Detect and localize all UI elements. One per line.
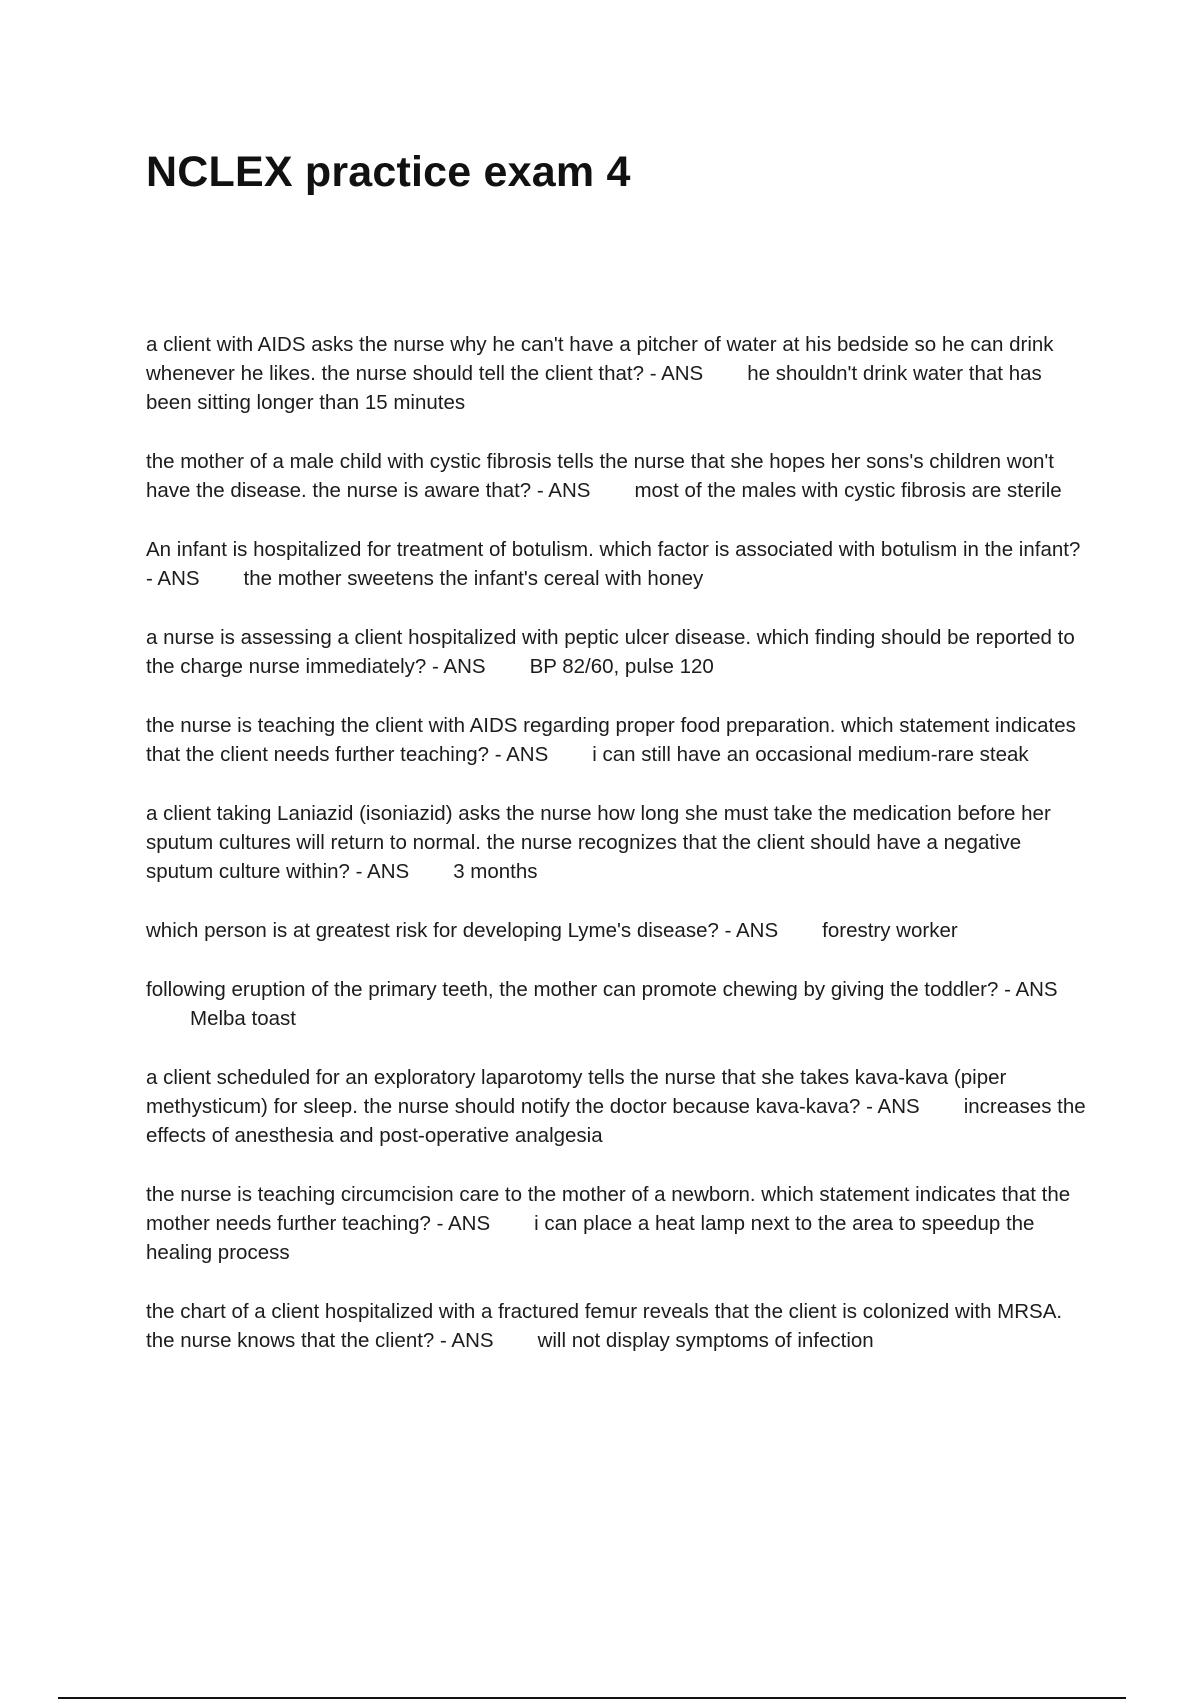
question-text: a nurse is assessing a client hospitalized with peptic ulcer disease. which finding should be reported to the charge nurse immediately? - ANS — [146, 626, 1075, 678]
qa-item — [146, 711, 1091, 769]
answer-text: i can place a heat lamp next to the area to speedup the healing process — [146, 1212, 1035, 1264]
answer-text: increases the effects of anesthesia and post-operative analgesia — [146, 1095, 1086, 1147]
qa-item — [146, 799, 1091, 886]
question-text: the chart of a client hospitalized with a fractured femur reveals that the client is colonized with MRSA. the nurse knows that the client? - ANS — [146, 1300, 1063, 1352]
qa-item — [146, 916, 1091, 945]
qa-item — [146, 1180, 1091, 1267]
answer-text: will not display symptoms of infection — [537, 1329, 874, 1352]
question-text: a client with AIDS asks the nurse why he can't have a pitcher of water at his bedside so he can drink whenever he likes. the nurse should tell the client that? - ANS — [146, 333, 1054, 385]
qa-item — [146, 1297, 1091, 1355]
footer-divider — [58, 1697, 1126, 1699]
question-text: the nurse is teaching the client with AIDS regarding proper food preparation. which statement indicates that the client needs further teaching? - ANS — [146, 714, 1076, 766]
answer-text: most of the males with cystic fibrosis are sterile — [634, 479, 1062, 502]
qa-list — [146, 330, 1091, 1385]
question-text: a client scheduled for an exploratory laparotomy tells the nurse that she takes kava-kava (piper methysticum) for sleep. the nurse should notify the doctor because kava-kava? - ANS — [146, 1066, 1007, 1118]
qa-item — [146, 447, 1091, 505]
answer-text: forestry worker — [822, 919, 958, 942]
question-text: which person is at greatest risk for developing Lyme's disease? - ANS — [146, 919, 779, 942]
answer-text: BP 82/60, pulse 120 — [529, 655, 714, 678]
qa-item — [146, 623, 1091, 681]
answer-text: i can still have an occasional medium-rare steak — [592, 743, 1029, 766]
question-text: An infant is hospitalized for treatment of botulism. which factor is associated with botulism in the infant? - ANS — [146, 538, 1081, 590]
question-text: the mother of a male child with cystic fibrosis tells the nurse that she hopes her sons's children won't have the disease. the nurse is aware that? - ANS — [146, 450, 1054, 502]
page-title: NCLEX practice exam 4 — [146, 148, 631, 196]
qa-item — [146, 330, 1091, 417]
qa-item — [146, 975, 1091, 1033]
question-text: the nurse is teaching circumcision care to the mother of a newborn. which statement indicates that the mother needs further teaching? - ANS — [146, 1183, 1071, 1235]
question-text: following eruption of the primary teeth, the mother can promote chewing by giving the toddler? - ANS — [146, 978, 1058, 1001]
qa-item — [146, 535, 1091, 593]
answer-text: he shouldn't drink water that has been sitting longer than 15 minutes — [146, 362, 1042, 414]
qa-item — [146, 1063, 1091, 1150]
answer-text: 3 months — [453, 860, 538, 883]
answer-text: the mother sweetens the infant's cereal with honey — [243, 567, 704, 590]
answer-text: Melba toast — [190, 1007, 296, 1030]
question-text: a client taking Laniazid (isoniazid) asks the nurse how long she must take the medication before her sputum cultures will return to normal. the nurse recognizes that the client should have a negative sputum culture within? - ANS — [146, 802, 1051, 883]
